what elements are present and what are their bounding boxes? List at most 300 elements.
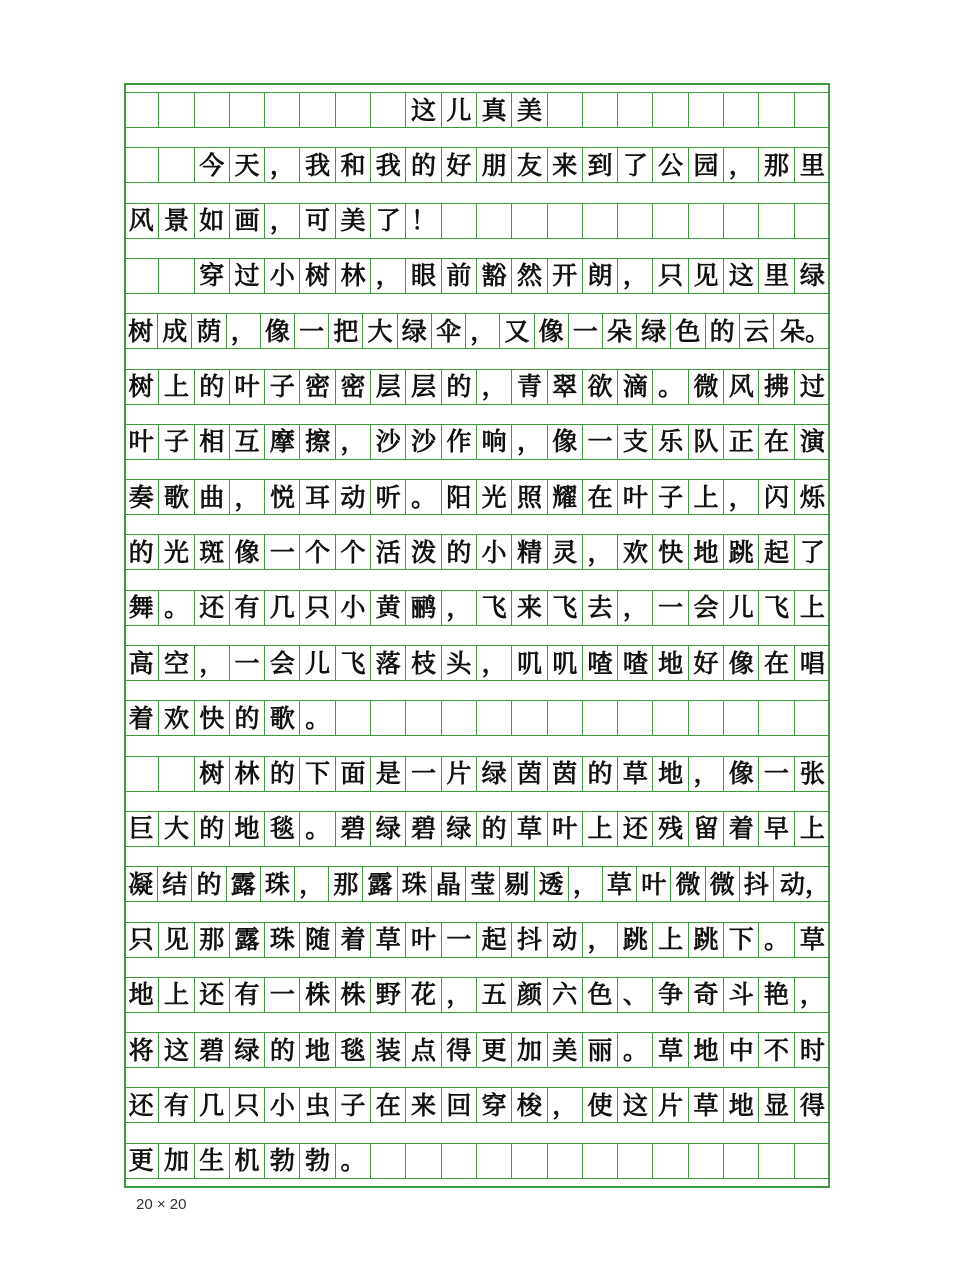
grid-cell: 毯: [265, 812, 300, 846]
grid-cell: 飞: [759, 591, 794, 625]
grid-cell: [795, 204, 830, 238]
grid-cell: 只: [653, 259, 688, 293]
grid-cell: [689, 204, 724, 238]
grid-cell: [795, 93, 830, 127]
grid-cell: 到: [583, 148, 618, 182]
grid-cell: [583, 1144, 618, 1178]
grid-cell: 晶: [432, 867, 466, 901]
grid-cell: 只: [300, 591, 335, 625]
grid-cell: 树: [195, 757, 230, 791]
grid-cell: 得: [442, 1033, 477, 1067]
grid-cell: [159, 757, 194, 791]
grid-cell: 的: [195, 370, 230, 404]
grid-cell: 起: [477, 923, 512, 957]
grid-cell: ，: [442, 978, 477, 1012]
grid-cell: 高: [124, 646, 159, 680]
grid-cell: [618, 204, 653, 238]
text-row: [124, 811, 830, 847]
grid-cell: 正: [724, 425, 759, 459]
grid-cell: [724, 701, 759, 735]
grid-cell: 像: [724, 757, 759, 791]
grid-cell: 的: [442, 370, 477, 404]
grid-cell: 穿: [195, 259, 230, 293]
grid-cell: 地: [124, 978, 159, 1012]
grid-cell: 珠: [265, 923, 300, 957]
grid-cell: 作: [442, 425, 477, 459]
grid-cell: 勃: [265, 1144, 300, 1178]
grid-cell: 上: [159, 978, 194, 1012]
grid-cell: 下: [300, 757, 335, 791]
grid-cell: 飞: [336, 646, 371, 680]
grid-cell: 如: [195, 204, 230, 238]
grid-cell: 悦: [265, 480, 300, 514]
grid-cell: ！: [406, 204, 441, 238]
text-row: [124, 424, 830, 460]
grid-cell: 风: [124, 204, 159, 238]
grid-cell: 叶: [406, 923, 441, 957]
grid-cell: 在: [759, 646, 794, 680]
grid-cell: 结: [158, 867, 192, 901]
grid-cell: 叶: [124, 425, 159, 459]
grid-cell: 欲: [583, 370, 618, 404]
grid-cell: 光: [159, 535, 194, 569]
grid-cell: 是: [371, 757, 406, 791]
text-row: [124, 369, 830, 405]
grid-cell: 虫: [300, 1088, 335, 1122]
grid-cell: [583, 93, 618, 127]
grid-cell: 露: [227, 867, 261, 901]
grid-cell: 儿: [442, 93, 477, 127]
grid-cell: 剔: [500, 867, 534, 901]
grid-cell: 地: [230, 812, 265, 846]
grid-cell: 朵。: [779, 316, 830, 346]
grid-cell: 层: [406, 370, 441, 404]
title-row: [124, 92, 830, 128]
grid-cell: 的: [477, 812, 512, 846]
text-row: [124, 645, 830, 681]
grid-cell: 珠: [261, 867, 295, 901]
grid-cell: ，: [724, 148, 759, 182]
grid-cell: [759, 701, 794, 735]
grid-cell: 动: [336, 480, 371, 514]
grid-cell: 那: [759, 148, 794, 182]
grid-cell: ，: [618, 591, 653, 625]
grid-cell: 这: [406, 93, 441, 127]
grid-cell: 面: [336, 757, 371, 791]
grid-cell: 下: [724, 923, 759, 957]
grid-cell: 草: [689, 1088, 724, 1122]
grid-cell: [653, 204, 688, 238]
grid-cell: [442, 1144, 477, 1178]
grid-cell: 落: [371, 646, 406, 680]
grid-cell: 还: [195, 978, 230, 1012]
grid-cell: 里: [799, 150, 825, 180]
grid-cell: 争: [653, 978, 688, 1012]
grid-cell: 荫: [192, 314, 226, 348]
grid-cell: 叶: [618, 480, 653, 514]
grid-cell: 一: [759, 757, 794, 791]
grid-cell: 把: [329, 314, 363, 348]
grid-cell: 随: [300, 923, 335, 957]
grid-cell: 互: [230, 425, 265, 459]
grid-cell: 沙: [371, 425, 406, 459]
text-row: [124, 258, 830, 294]
grid-cell: 一: [230, 646, 265, 680]
grid-cell: 绿: [371, 812, 406, 846]
grid-cell: [371, 93, 406, 127]
grid-cell: ，: [548, 1088, 583, 1122]
grid-cell: 美: [336, 204, 371, 238]
grid-cell: 着: [124, 701, 159, 735]
grid-cell: 光: [477, 480, 512, 514]
grid-cell: 叶: [637, 867, 671, 901]
grid-cell: 小: [336, 591, 371, 625]
grid-cell: 有: [230, 591, 265, 625]
grid-cell: 树: [124, 314, 158, 348]
grid-cell: 只: [230, 1088, 265, 1122]
grid-cell: 像: [548, 425, 583, 459]
grid-cell: 上: [653, 923, 688, 957]
grid-cell: 拂: [759, 370, 794, 404]
grid-cell: 残: [653, 812, 688, 846]
grid-cell: 伞: [432, 314, 466, 348]
grid-cell: 树: [124, 370, 159, 404]
grid-cell: 和: [336, 148, 371, 182]
grid-cell: 子: [336, 1088, 371, 1122]
grid-cell: 我: [371, 148, 406, 182]
grid-cell: 小: [477, 535, 512, 569]
grid-cell: 子: [653, 480, 688, 514]
grid-cell: 快: [195, 701, 230, 735]
grid-cell: 密: [336, 370, 371, 404]
grid-cell: 五: [477, 978, 512, 1012]
grid-cell: 。: [300, 812, 335, 846]
grid-cell: 精: [512, 535, 547, 569]
grid-cell: 草: [799, 925, 825, 954]
grid-cell: 起: [759, 535, 794, 569]
grid-cell: 密: [300, 370, 335, 404]
grid-cell: ，: [799, 980, 825, 1010]
grid-cell: 梭: [512, 1088, 547, 1122]
grid-cell: 野: [371, 978, 406, 1012]
grid-cell: 可: [300, 204, 335, 238]
grid-cell: ，: [618, 259, 653, 293]
grid-cell: 上: [583, 812, 618, 846]
grid-cell: [371, 1144, 406, 1178]
grid-cell: 的: [192, 867, 226, 901]
grid-cell: 欢: [618, 535, 653, 569]
grid-cell: 摩: [265, 425, 300, 459]
grid-cell: 层: [371, 370, 406, 404]
grid-cell: 青: [512, 370, 547, 404]
grid-cell: 耳: [300, 480, 335, 514]
grid-cell: 、: [618, 978, 653, 1012]
grid-cell: 丽: [583, 1033, 618, 1067]
grid-cell: 大: [159, 812, 194, 846]
text-row: [124, 147, 830, 183]
grid-cell: 歌: [159, 480, 194, 514]
grid-cell: [618, 701, 653, 735]
grid-cell: 艳: [759, 978, 794, 1012]
grid-cell: 跳: [689, 923, 724, 957]
grid-cell: 。: [159, 591, 194, 625]
grid-cell: ，: [512, 425, 547, 459]
grid-cell: 朵: [603, 314, 637, 348]
grid-cell: 凝: [124, 867, 158, 901]
grid-cell: 小: [265, 1088, 300, 1122]
grid-cell: 奏: [124, 480, 159, 514]
text-row: [124, 203, 830, 239]
grid-cell: ，: [569, 867, 603, 901]
grid-cell: 舞: [124, 591, 159, 625]
grid-cell: [124, 757, 159, 791]
grid-cell: 擦: [300, 425, 335, 459]
grid-cell: 这: [159, 1033, 194, 1067]
grid-cell: 。: [300, 701, 335, 735]
grid-cell: 那: [329, 867, 363, 901]
grid-cell: [795, 701, 830, 735]
grid-cell: 了: [371, 204, 406, 238]
grid-cell: 个: [336, 535, 371, 569]
grid-cell: 。: [336, 1144, 371, 1178]
grid-cell: 地: [689, 535, 724, 569]
grid-cell: [477, 204, 512, 238]
grid-cell: 好: [689, 646, 724, 680]
grid-cell: [124, 93, 159, 127]
grid-cell: 色: [671, 314, 705, 348]
grid-cell: 株: [336, 978, 371, 1012]
grid-cell: 上: [799, 814, 825, 844]
grid-cell: 会: [265, 646, 300, 680]
text-row: [124, 756, 830, 792]
grid-cell: 绿: [398, 314, 432, 348]
grid-cell: 快: [653, 535, 688, 569]
grid-cell: [159, 93, 194, 127]
grid-cell: [512, 701, 547, 735]
text-row: [124, 590, 830, 626]
grid-cell: [159, 148, 194, 182]
grid-cell: [195, 93, 230, 127]
grid-size-label: 20 × 20: [136, 1196, 187, 1213]
grid-cell: 茵: [548, 757, 583, 791]
grid-cell: [124, 148, 159, 182]
grid-cell: 回: [442, 1088, 477, 1122]
grid-cell: 得: [799, 1090, 825, 1120]
grid-cell: 一: [406, 757, 441, 791]
grid-cell: 草: [618, 757, 653, 791]
composition-sheet: [124, 83, 830, 1188]
grid-cell: 然: [512, 259, 547, 293]
grid-cell: 美: [512, 93, 547, 127]
grid-cell: 微: [706, 867, 740, 901]
grid-cell: 飞: [477, 591, 512, 625]
grid-cell: 微: [689, 370, 724, 404]
grid-cell: [583, 204, 618, 238]
text-row: [124, 1032, 830, 1068]
grid-cell: ，: [583, 535, 618, 569]
grid-cell: 一: [583, 425, 618, 459]
grid-cell: 一: [295, 314, 329, 348]
grid-cell: 时: [799, 1035, 825, 1065]
grid-cell: ，: [227, 314, 261, 348]
grid-cell: 跳: [724, 535, 759, 569]
grid-cell: 株: [300, 978, 335, 1012]
grid-cell: 巨: [124, 812, 159, 846]
grid-cell: 茵: [512, 757, 547, 791]
grid-cell: 碧: [336, 812, 371, 846]
grid-cell: 机: [230, 1144, 265, 1178]
grid-cell: [724, 204, 759, 238]
grid-cell: 跳: [618, 923, 653, 957]
grid-cell: [406, 1144, 441, 1178]
grid-cell: 草: [603, 867, 637, 901]
grid-cell: 叽: [512, 646, 547, 680]
grid-cell: 唱: [799, 648, 825, 678]
grid-cell: ，: [336, 425, 371, 459]
grid-cell: 莹: [466, 867, 500, 901]
grid-cell: 早: [759, 812, 794, 846]
grid-cell: 透: [535, 867, 569, 901]
grid-cell: 绿: [442, 812, 477, 846]
grid-cell: 微: [671, 867, 705, 901]
grid-cell: 上: [799, 593, 825, 623]
grid-cell: 朗: [583, 259, 618, 293]
grid-cell: 草: [653, 1033, 688, 1067]
grid-cell: [618, 93, 653, 127]
grid-cell: 地: [724, 1088, 759, 1122]
grid-cell: [759, 204, 794, 238]
grid-cell: 曲: [195, 480, 230, 514]
grid-cell: 来: [512, 591, 547, 625]
grid-cell: [442, 204, 477, 238]
grid-cell: 树: [300, 259, 335, 293]
grid-cell: 演: [799, 427, 825, 457]
text-row: [124, 977, 830, 1013]
grid-cell: 活: [371, 535, 406, 569]
grid-cell: 枝: [406, 646, 441, 680]
grid-cell: [618, 1144, 653, 1178]
grid-cell: ，: [295, 867, 329, 901]
grid-cell: 天: [230, 148, 265, 182]
grid-cell: 听: [371, 480, 406, 514]
grid-cell: 过: [230, 259, 265, 293]
text-row: [124, 922, 830, 958]
grid-cell: ，: [724, 480, 759, 514]
grid-cell: 闪: [759, 480, 794, 514]
grid-cell: 在: [371, 1088, 406, 1122]
grid-cell: 露: [363, 867, 397, 901]
grid-cell: [548, 1144, 583, 1178]
grid-cell: 友: [512, 148, 547, 182]
grid-cell: 留: [689, 812, 724, 846]
grid-cell: [583, 701, 618, 735]
grid-cell: 绿: [230, 1033, 265, 1067]
grid-cell: 的: [230, 701, 265, 735]
grid-cell: 在: [759, 425, 794, 459]
text-row: [124, 1143, 830, 1179]
grid-cell: 歌: [265, 701, 300, 735]
grid-cell: 了: [799, 537, 825, 567]
grid-cell: 风: [724, 370, 759, 404]
grid-cell: 滴: [618, 370, 653, 404]
grid-cell: 阳: [442, 480, 477, 514]
grid-cell: [548, 204, 583, 238]
grid-cell: 子: [265, 370, 300, 404]
grid-cell: 来: [548, 148, 583, 182]
grid-cell: [336, 93, 371, 127]
grid-cell: 更: [124, 1144, 159, 1178]
grid-cell: 开: [548, 259, 583, 293]
grid-cell: 见: [689, 259, 724, 293]
grid-cell: 一: [265, 535, 300, 569]
grid-cell: 朋: [477, 148, 512, 182]
grid-cell: [653, 1144, 688, 1178]
grid-cell: 抖: [512, 923, 547, 957]
grid-cell: 这: [618, 1088, 653, 1122]
grid-cell: 耀: [548, 480, 583, 514]
grid-cell: 草: [512, 812, 547, 846]
grid-cell: 奇: [689, 978, 724, 1012]
grid-cell: 前: [442, 259, 477, 293]
text-row: [124, 1087, 830, 1123]
grid-cell: [124, 259, 159, 293]
grid-cell: 斗: [724, 978, 759, 1012]
grid-cell: 个: [300, 535, 335, 569]
grid-cell: 地: [653, 757, 688, 791]
grid-cell: 眼: [406, 259, 441, 293]
text-row: [124, 534, 830, 570]
grid-cell: 公: [653, 148, 688, 182]
grid-cell: 斑: [195, 535, 230, 569]
grid-cell: 喳: [618, 646, 653, 680]
grid-cell: 点: [406, 1033, 441, 1067]
grid-cell: [300, 93, 335, 127]
grid-cell: ，: [583, 923, 618, 957]
grid-cell: 一: [265, 978, 300, 1012]
grid-cell: 相: [195, 425, 230, 459]
grid-cell: 碧: [406, 812, 441, 846]
grid-cell: 来: [406, 1088, 441, 1122]
grid-cell: [759, 93, 794, 127]
grid-cell: 泼: [406, 535, 441, 569]
grid-cell: ，: [442, 591, 477, 625]
grid-cell: 的: [195, 812, 230, 846]
grid-cell: 照: [512, 480, 547, 514]
grid-cell: 黄: [371, 591, 406, 625]
grid-cell: 绿: [799, 261, 825, 291]
grid-cell: 烁: [799, 482, 825, 512]
grid-cell: 乐: [653, 425, 688, 459]
grid-cell: ，: [230, 480, 265, 514]
grid-cell: [724, 93, 759, 127]
grid-cell: [689, 93, 724, 127]
grid-cell: 像: [535, 314, 569, 348]
grid-cell: 大: [363, 314, 397, 348]
grid-cell: 好: [442, 148, 477, 182]
grid-cell: 欢: [159, 701, 194, 735]
grid-cell: 会: [689, 591, 724, 625]
grid-cell: 又: [500, 314, 534, 348]
grid-cell: 加: [512, 1033, 547, 1067]
grid-cell: 儿: [724, 591, 759, 625]
grid-cell: 地: [689, 1033, 724, 1067]
grid-cell: [548, 93, 583, 127]
grid-cell: 那: [195, 923, 230, 957]
grid-cell: 上: [159, 370, 194, 404]
grid-cell: 了: [618, 148, 653, 182]
grid-cell: 使: [583, 1088, 618, 1122]
grid-cell: 张: [799, 759, 825, 789]
